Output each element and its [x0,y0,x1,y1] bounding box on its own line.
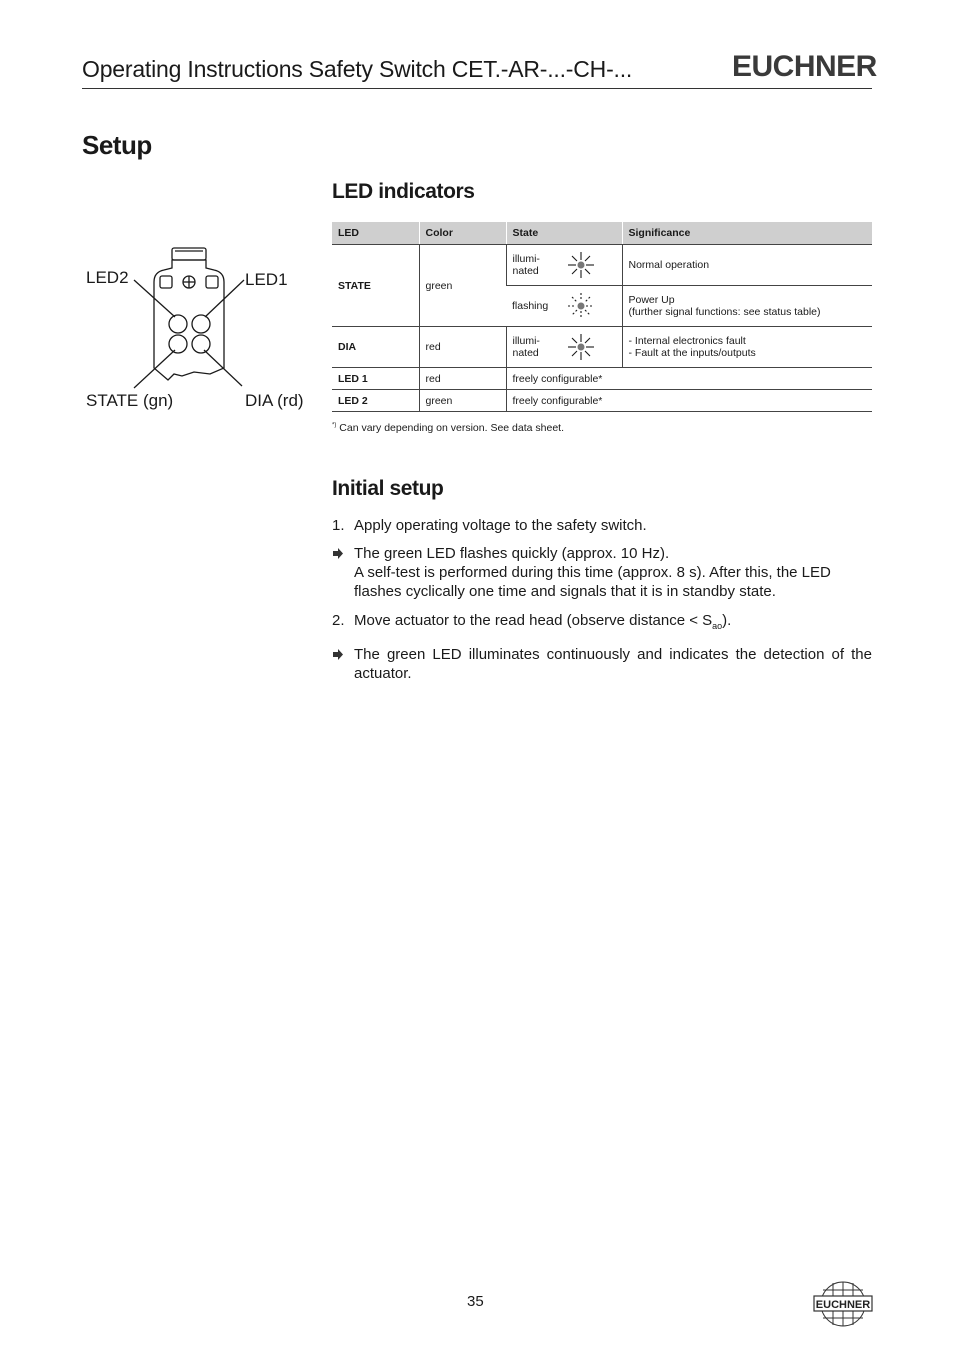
led-indicators-table [332,222,872,412]
euchner-logo: EUCHNER [732,50,877,83]
header-state: State [506,222,622,245]
header-significance: Significance [622,222,872,245]
header-divider [82,88,872,89]
section-title: Setup [82,130,152,160]
label-state: STATE (gn) [86,391,174,410]
arrow-right-icon [332,544,344,568]
table-footnote: *) Can vary depending on version. See data sheet. [332,422,565,434]
table-header-row [332,222,872,245]
cell-color-red: red [419,327,506,368]
label-led2: LED2 [86,268,129,287]
document-title: Operating Instructions Safety Switch CET.-AR-...-CH-... [82,56,633,82]
cell-state-illuminated: illumi- nated [506,327,622,368]
led-illuminated-icon [566,332,596,362]
cell-color-green: green [419,390,506,412]
arrow-right-icon [332,645,344,669]
cell-faults: - Internal electronics fault - Fault at the inputs/outputs [622,327,872,368]
initial-setup-steps [332,516,872,683]
led-illuminated-icon [566,250,596,280]
table-row [332,390,872,412]
cell-led-state: STATE [332,245,419,327]
euchner-seal-logo [813,1280,873,1328]
page-number: 35 [467,1293,484,1310]
led-indicators-title: LED indicators [332,180,475,203]
table-row [332,245,872,286]
cell-freely-configurable: freely configurable* [506,390,872,412]
header-led: LED [332,222,419,245]
cell-freely-configurable: freely configurable* [506,368,872,390]
label-led1: LED1 [245,270,288,289]
step-2: 2. Move actuator to the read head (observe distance < $S_{ao}$). [332,612,732,631]
step-1: 1. Apply operating voltage to the safety switch. [332,517,647,534]
cell-led-dia: DIA [332,327,419,368]
step-number: 2. [332,612,345,629]
cell-led-1: LED 1 [332,368,419,390]
cell-state-illuminated: illumi- nated [506,245,622,286]
cell-state-flashing: flashing [506,286,622,327]
footnote-mark: *) [332,422,337,429]
result-2: The green LED illuminates continuously and indicates the detection of the actuator. [332,645,872,683]
step-number: 1. [332,517,345,534]
cell-color-green: green [419,245,506,327]
cell-normal-operation: Normal operation [622,245,872,286]
cell-color-red: red [419,368,506,390]
led-flashing-icon [566,291,596,321]
table-row [332,368,872,390]
result-1: The green LED flashes quickly (approx. 10 Hz). A self-test is performed during this time (approx. 8 s). After this, the LED flashes cyclically one time and signals that it is in standby state. [332,544,872,601]
table-row [332,327,872,368]
initial-setup-title: Initial setup [332,477,444,500]
led-position-diagram [82,240,322,420]
cell-led-2: LED 2 [332,390,419,412]
seal-text: EUCHNER [815,1299,871,1311]
cell-power-up: Power Up (further signal functions: see status table) [622,286,872,327]
header-color: Color [419,222,506,245]
label-dia: DIA (rd) [245,391,304,410]
